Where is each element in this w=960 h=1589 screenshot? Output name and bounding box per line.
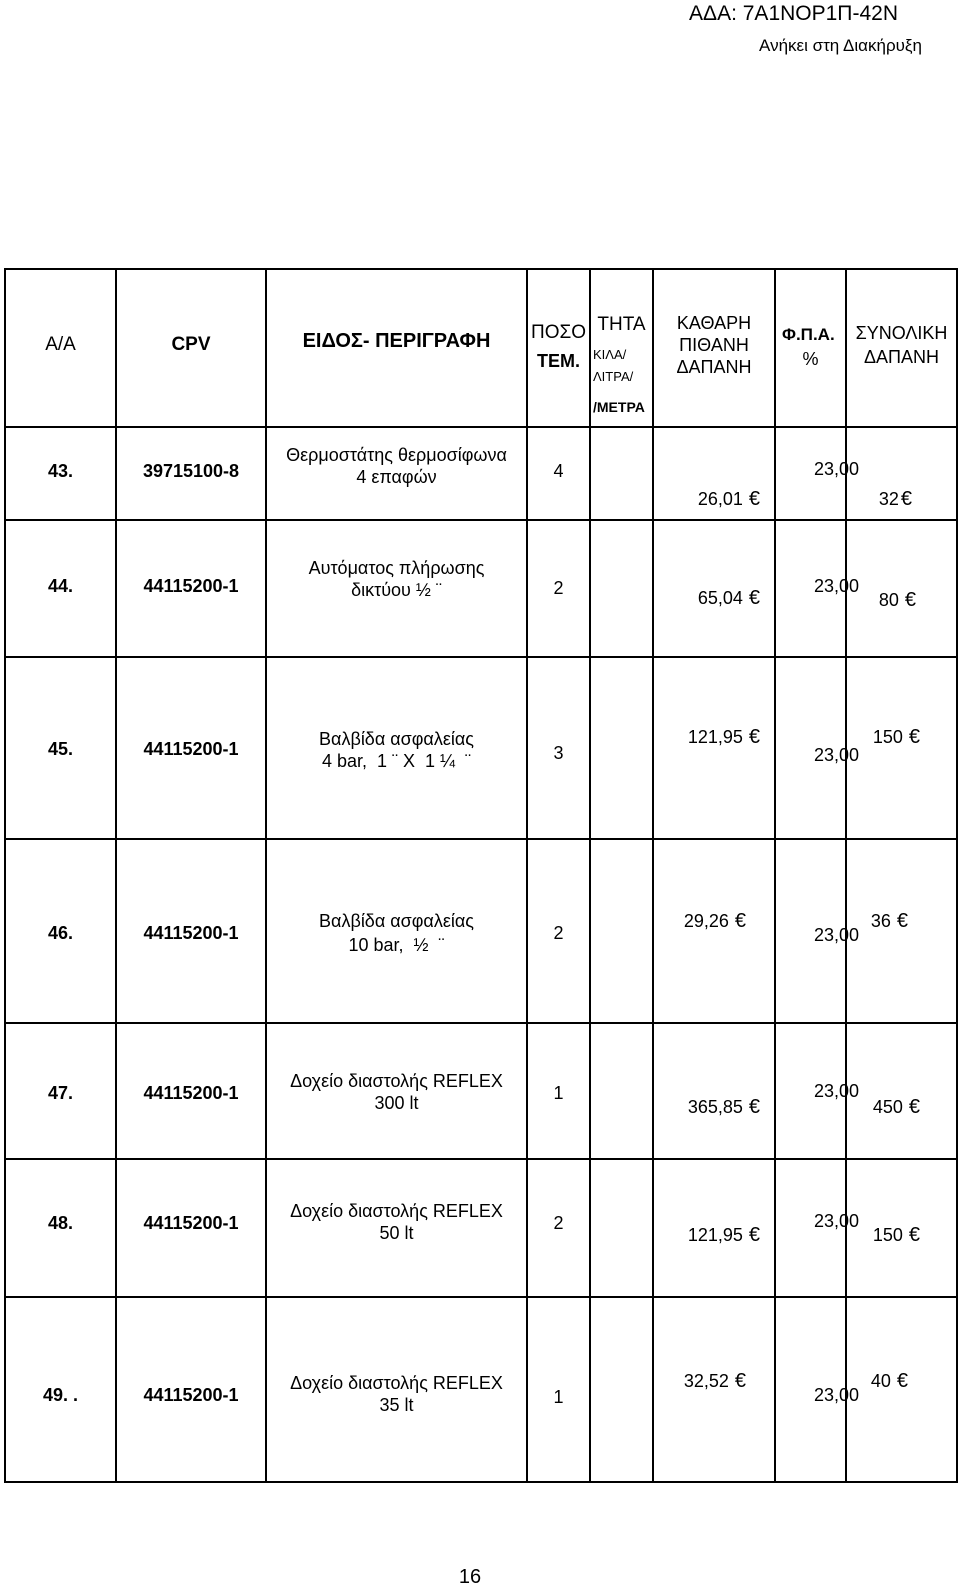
table-row [5,839,957,1023]
header-description: ΕΙΔΟΣ- ΠΕΡΙΓΡΑΦΗ [266,269,527,427]
row-number: 48. [47,1213,74,1233]
row-cpv: 44115200-1 [143,1083,239,1103]
row-cpv: 44115200-1 [143,1213,239,1233]
row-total: 32 [878,489,899,509]
row-cpv: 44115200-1 [143,923,239,943]
euro-icon: € [748,488,760,510]
ada-code: ΑΔΑ: 7Α1ΝΟΡ1Π-42Ν [689,2,898,25]
row-quantity: 4 [553,461,564,481]
table-row [5,427,957,520]
row-description: Δοχείο διαστολής REFLEX [290,1201,503,1221]
row-quantity: 2 [553,1213,564,1233]
row-cpv: 44115200-1 [143,739,239,759]
row-quantity: 1 [553,1387,564,1407]
row-description-detail: 4 bar, 1 ¨ Χ 1 ¼ ¨ [321,751,472,771]
header-aa: Α/Α [5,269,116,427]
row-cpv: 44115200-1 [143,1385,239,1405]
row-quantity: 3 [553,743,564,763]
header-cpv: CPV [116,269,266,427]
row-net-cost: 32,52 [683,1371,729,1391]
row-net-cost: 29,26 [683,911,729,931]
row-net-cost: 65,04 [697,588,743,608]
euro-icon: € [900,488,912,510]
row-vat: 23,00 [813,745,859,765]
row-total: 80 [878,590,899,610]
row-description-detail: 50 lt [379,1223,414,1243]
row-total: 450 [872,1097,903,1117]
euro-icon: € [734,1370,746,1392]
row-total: 150 [872,1225,903,1245]
row-net-cost: 26,01 [697,489,743,509]
row-vat: 23,00 [813,1385,859,1405]
euro-icon: € [896,1370,908,1392]
row-vat: 23,00 [813,459,859,479]
header-unit: ΤΗΤΑ ΚΙΛΑ/ ΛΙΤΡΑ/ /ΜΕΤΡΑ [590,269,653,427]
euro-icon: € [896,910,908,932]
row-description: Δοχείο διαστολής REFLEX [290,1373,503,1393]
row-description-detail: δικτύου ½ ¨ [351,580,442,600]
euro-icon: € [748,587,760,609]
declaration-note: Ανήκει στη Διακήρυξη [759,36,922,55]
row-description: Αυτόματος πλήρωσης [308,558,485,578]
row-quantity: 2 [553,578,564,598]
euro-icon: € [748,1224,760,1246]
euro-icon: € [908,726,920,748]
page-number: 16 [458,1566,482,1588]
row-description-detail: 4 επαφών [356,467,437,487]
row-total: 150 [872,727,903,747]
header-total: ΣΥΝΟΛΙΚΗ ΔΑΠΑΝΗ [846,269,957,427]
euro-icon: € [748,726,760,748]
row-net-cost: 365,85 [687,1097,743,1117]
header-quantity: ΠΟΣΟ ΤΕΜ. [527,269,590,427]
header-vat: Φ.Π.Α. % [775,269,846,427]
euro-icon: € [904,589,916,611]
row-description: Δοχείο διαστολής REFLEX [290,1071,503,1091]
row-description-detail: 35 lt [379,1395,414,1415]
row-description: Θερμοστάτης θερμοσίφωνα [286,445,507,465]
row-number: 46. [47,923,74,943]
row-net-cost: 121,95 [687,1225,743,1245]
row-description-detail: 300 lt [374,1093,419,1113]
euro-icon: € [908,1224,920,1246]
row-number: 49. . [42,1385,79,1405]
row-vat: 23,00 [813,576,859,596]
row-number: 45. [47,739,74,759]
row-cpv: 39715100-8 [142,461,240,481]
table-row [5,1297,957,1482]
row-number: 44. [47,576,74,596]
row-description-detail: 10 bar, ½ ¨ [348,935,445,955]
row-quantity: 1 [553,1083,564,1103]
euro-icon: € [734,910,746,932]
table-row [5,520,957,657]
table-header-row [5,269,957,427]
table-row [5,657,957,839]
row-total: 36 [870,911,891,931]
row-quantity: 2 [553,923,564,943]
table-row [5,1159,957,1297]
euro-icon: € [748,1096,760,1118]
row-total: 40 [870,1371,891,1391]
row-vat: 23,00 [813,925,859,945]
row-description: Βαλβίδα ασφαλείας [319,729,474,749]
row-vat: 23,00 [813,1081,859,1101]
row-net-cost: 121,95 [687,727,743,747]
row-cpv: 44115200-1 [143,576,239,596]
row-number: 43. [47,461,74,481]
row-vat: 23,00 [813,1211,859,1231]
row-number: 47. [47,1083,74,1103]
header-net-cost: ΚΑΘΑΡΗ ΠΙΘΑΝΗ ΔΑΠΑΝΗ [653,269,775,427]
euro-icon: € [908,1096,920,1118]
items-table [4,268,958,1483]
row-description: Βαλβίδα ασφαλείας [319,911,474,931]
table-row [5,1023,957,1159]
